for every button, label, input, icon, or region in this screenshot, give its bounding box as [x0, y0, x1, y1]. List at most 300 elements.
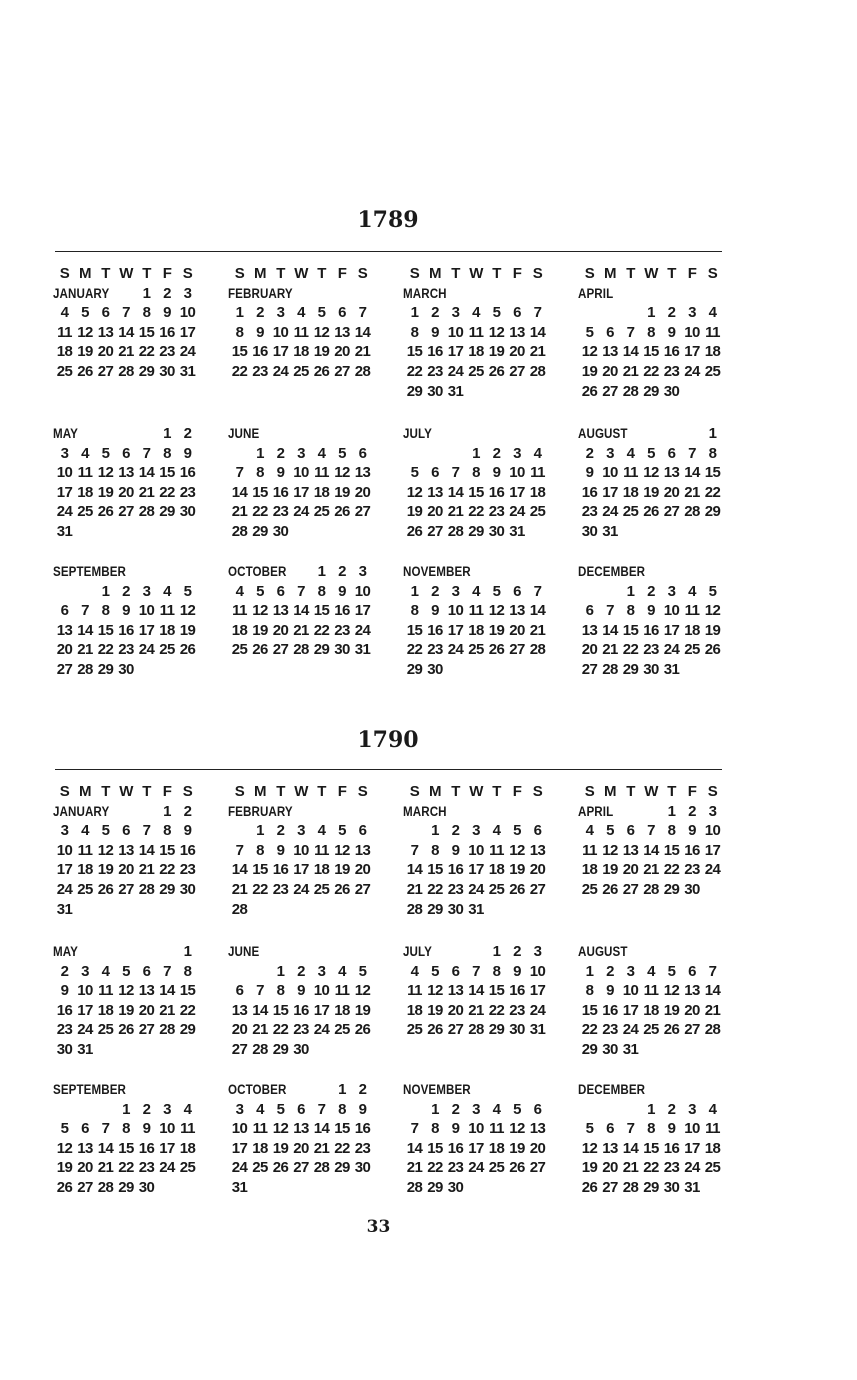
day-cell: 12	[581, 343, 598, 361]
day-cell: 17	[159, 1139, 175, 1157]
day-cell: 29	[643, 1179, 659, 1196]
day-cell: 3	[317, 962, 326, 980]
day-cell: 24	[138, 641, 155, 659]
day-cell: 15	[159, 841, 175, 859]
day-cell: 21	[118, 343, 134, 361]
day-cell: 26	[581, 382, 598, 400]
day-cell: 7	[142, 822, 151, 840]
day-cell: 7	[358, 304, 367, 322]
day-cell: 21	[231, 503, 248, 521]
weekday-header-label: F	[512, 265, 522, 282]
day-cell: 31	[77, 1041, 93, 1058]
weekday-header-label: M	[254, 265, 266, 282]
day-cell: 26	[77, 363, 93, 380]
day-cell: 17	[684, 1139, 700, 1157]
day-cell: 15	[159, 464, 175, 482]
day-cell: 12	[643, 464, 659, 482]
day-cell: 30	[581, 523, 598, 540]
day-cell: 3	[276, 304, 285, 322]
day-cell: 7	[472, 962, 480, 980]
day-cell: 28	[231, 523, 248, 540]
day-cell: 8	[431, 1120, 439, 1138]
weekday-header-label: S	[59, 783, 70, 800]
day-cell: 1	[410, 304, 419, 322]
day-cell: 5	[647, 444, 655, 462]
day-cell: 12	[334, 464, 350, 482]
weekday-header-label: W	[469, 265, 483, 282]
day-cell: 27	[272, 641, 289, 659]
month-name: SEPTEMBER	[53, 1082, 127, 1097]
day-cell: 20	[231, 1021, 248, 1039]
day-cell: 27	[118, 503, 134, 521]
day-cell: 8	[183, 962, 192, 980]
day-cell: 14	[252, 1001, 268, 1019]
day-cell: 14	[602, 621, 618, 639]
day-cell: 11	[468, 602, 484, 620]
day-cell: 8	[276, 982, 285, 1000]
day-cell: 10	[684, 323, 700, 341]
day-cell: 6	[513, 582, 521, 600]
day-cell: 6	[235, 982, 244, 1000]
weekday-header-label: T	[276, 265, 285, 282]
day-cell: 27	[581, 661, 598, 678]
weekday-header-label: S	[59, 265, 70, 282]
day-cell: 24	[509, 503, 525, 521]
day-cell: 20	[602, 363, 618, 380]
day-cell: 9	[688, 822, 696, 840]
day-cell: 5	[513, 822, 521, 840]
day-cell: 5	[410, 464, 419, 482]
day-cell: 16	[663, 1139, 680, 1157]
day-cell: 29	[643, 382, 659, 400]
day-cell: 21	[313, 1139, 330, 1157]
day-cell: 2	[492, 444, 501, 462]
day-cell: 15	[663, 841, 680, 859]
day-cell: 5	[101, 444, 110, 462]
day-cell: 16	[427, 621, 443, 639]
day-cell: 24	[447, 363, 464, 380]
day-cell: 3	[667, 582, 676, 600]
day-cell: 30	[663, 382, 680, 400]
day-cell: 27	[529, 1159, 546, 1177]
day-cell: 22	[468, 503, 484, 521]
day-cell: 8	[492, 962, 501, 980]
day-cell: 13	[427, 483, 443, 501]
day-cell: 6	[101, 304, 110, 322]
day-cell: 12	[509, 1120, 525, 1138]
month-march-1790	[405, 782, 557, 922]
day-cell: 26	[488, 363, 505, 380]
day-cell: 7	[297, 582, 305, 600]
day-cell: 4	[472, 304, 480, 322]
day-cell: 2	[606, 962, 614, 980]
day-cell: 18	[488, 861, 505, 879]
day-cell: 13	[138, 982, 155, 1000]
day-cell: 2	[358, 1081, 367, 1098]
day-cell: 24	[313, 1021, 330, 1039]
day-cell: 14	[97, 1139, 114, 1157]
day-cell: 15	[643, 1139, 659, 1157]
day-cell: 23	[427, 363, 443, 380]
day-cell: 2	[451, 1100, 460, 1118]
day-cell: 7	[410, 841, 419, 859]
day-cell: 9	[667, 1120, 676, 1138]
day-cell: 29	[622, 661, 639, 678]
weekday-header-label: T	[667, 783, 676, 800]
day-cell: 11	[582, 841, 597, 859]
day-cell: 21	[159, 1001, 175, 1019]
day-cell: 23	[447, 881, 464, 898]
day-cell: 30	[334, 641, 350, 659]
day-cell: 23	[179, 483, 196, 501]
divider-rule	[55, 769, 722, 770]
day-cell: 3	[142, 582, 151, 600]
day-cell: 1	[338, 1081, 346, 1098]
day-cell: 17	[56, 861, 73, 879]
day-cell: 4	[472, 582, 480, 600]
day-cell: 14	[622, 1139, 639, 1157]
day-cell: 16	[272, 483, 289, 501]
day-cell: 6	[533, 822, 542, 840]
day-cell: 11	[407, 982, 422, 1000]
day-cell: 21	[354, 343, 371, 361]
day-cell: 19	[488, 621, 505, 639]
day-cell: 10	[447, 323, 464, 341]
day-cell: 16	[159, 323, 175, 341]
day-cell: 12	[252, 602, 268, 620]
day-cell: 22	[704, 483, 721, 501]
day-cell: 6	[585, 602, 594, 620]
day-cell: 11	[180, 1120, 195, 1138]
day-cell: 1	[276, 962, 285, 980]
weekday-header-label: S	[357, 783, 368, 800]
weekday-header-label: W	[119, 265, 133, 282]
day-cell: 9	[297, 982, 305, 1000]
day-cell: 11	[57, 323, 72, 341]
day-cell: 23	[354, 1139, 371, 1157]
day-cell: 21	[447, 503, 464, 521]
day-cell: 2	[431, 582, 439, 600]
month-name: JANUARY	[53, 285, 110, 301]
day-cell: 20	[509, 343, 525, 361]
day-cell: 1	[122, 1100, 130, 1118]
weekday-header-label: M	[429, 265, 441, 282]
weekday-header-label: S	[182, 783, 193, 800]
day-cell: 26	[427, 1021, 443, 1039]
day-cell: 19	[77, 343, 93, 361]
day-cell: 3	[81, 962, 89, 980]
day-cell: 31	[179, 363, 196, 380]
day-cell: 28	[684, 503, 700, 521]
day-cell: 3	[358, 563, 367, 580]
day-cell: 4	[317, 822, 326, 840]
weekday-header-label: W	[644, 783, 658, 800]
day-cell: 18	[159, 621, 175, 639]
day-cell: 20	[77, 1159, 93, 1177]
day-cell: 26	[509, 881, 525, 898]
day-cell: 1	[183, 943, 192, 960]
day-cell: 16	[581, 483, 598, 501]
day-cell: 18	[468, 621, 484, 639]
day-cell: 9	[647, 602, 655, 620]
day-cell: 25	[179, 1159, 196, 1177]
day-cell: 14	[77, 621, 93, 639]
weekday-header-label: M	[604, 265, 616, 282]
day-cell: 26	[118, 1021, 134, 1039]
day-cell: 12	[334, 841, 350, 859]
day-cell: 16	[272, 861, 289, 879]
day-cell: 27	[602, 382, 618, 400]
month-name: MAY	[53, 944, 78, 959]
day-cell: 2	[688, 802, 696, 820]
day-cell: 4	[338, 962, 346, 980]
day-cell: 22	[643, 363, 659, 380]
day-cell: 22	[622, 641, 639, 659]
day-cell: 17	[684, 343, 700, 361]
day-cell: 25	[488, 881, 505, 898]
day-cell: 10	[231, 1120, 248, 1138]
day-cell: 7	[647, 822, 655, 840]
day-cell: 9	[256, 323, 264, 341]
day-cell: 27	[663, 503, 680, 521]
day-cell: 12	[77, 323, 93, 341]
month-december-1789	[580, 562, 732, 702]
day-cell: 4	[256, 1100, 264, 1118]
day-cell: 14	[704, 982, 721, 1000]
day-cell: 18	[334, 1001, 350, 1019]
day-cell: 7	[708, 962, 717, 980]
day-cell: 17	[447, 343, 464, 361]
day-cell: 22	[97, 641, 114, 659]
day-cell: 25	[97, 1021, 114, 1039]
day-cell: 24	[354, 621, 371, 639]
day-cell: 22	[138, 343, 155, 361]
month-name: OCTOBER	[228, 1082, 287, 1097]
day-cell: 30	[118, 661, 134, 678]
month-july-1789	[405, 424, 557, 564]
weekday-header-label: T	[142, 265, 151, 282]
weekday-header-label: M	[429, 783, 441, 800]
day-cell: 7	[317, 1100, 326, 1118]
day-cell: 12	[488, 323, 505, 341]
day-cell: 20	[509, 621, 525, 639]
day-cell: 29	[97, 661, 114, 678]
weekday-header-label: M	[604, 783, 616, 800]
day-cell: 4	[492, 1100, 501, 1118]
day-cell: 29	[427, 900, 443, 918]
weekday-header-label: T	[667, 265, 676, 282]
day-cell: 10	[179, 304, 196, 322]
day-cell: 13	[118, 464, 134, 482]
day-cell: 20	[354, 483, 371, 501]
day-cell: 29	[663, 881, 680, 898]
day-cell: 13	[602, 343, 618, 361]
day-cell: 21	[77, 641, 93, 659]
day-cell: 22	[272, 1021, 289, 1039]
month-name: MARCH	[403, 803, 447, 819]
day-cell: 20	[138, 1001, 155, 1019]
day-cell: 12	[56, 1139, 73, 1157]
day-cell: 19	[643, 483, 659, 501]
day-cell: 7	[533, 304, 542, 322]
day-cell: 12	[97, 464, 114, 482]
day-cell: 28	[77, 661, 93, 678]
day-cell: 1	[431, 822, 439, 840]
day-cell: 12	[118, 982, 134, 1000]
day-cell: 25	[468, 363, 484, 380]
day-cell: 11	[468, 323, 484, 341]
day-cell: 20	[118, 483, 134, 501]
month-june-1789	[230, 424, 382, 564]
weekday-header-label: S	[409, 265, 420, 282]
day-cell: 11	[314, 464, 329, 482]
day-cell: 30	[427, 382, 443, 400]
day-cell: 11	[489, 841, 504, 859]
day-cell: 30	[663, 1179, 680, 1196]
day-cell: 2	[513, 943, 521, 960]
day-cell: 13	[77, 1139, 93, 1157]
day-cell: 10	[684, 1120, 700, 1138]
day-cell: 7	[626, 1120, 635, 1138]
day-cell: 2	[667, 1100, 676, 1118]
month-february-1790	[230, 782, 382, 922]
day-cell: 9	[142, 1120, 151, 1138]
day-cell: 17	[354, 602, 371, 620]
day-cell: 5	[606, 822, 614, 840]
day-cell: 9	[338, 582, 346, 600]
day-cell: 17	[602, 483, 618, 501]
day-cell: 28	[622, 1179, 639, 1196]
weekday-header-label: W	[644, 265, 658, 282]
day-cell: 4	[492, 822, 501, 840]
day-cell: 30	[179, 881, 196, 898]
day-cell: 29	[334, 1159, 350, 1177]
weekday-header-label: F	[337, 265, 347, 282]
day-cell: 7	[142, 444, 151, 462]
day-cell: 2	[667, 304, 676, 322]
day-cell: 17	[56, 483, 73, 501]
day-cell: 9	[358, 1100, 367, 1118]
day-cell: 18	[56, 343, 73, 361]
day-cell: 8	[122, 1120, 130, 1138]
day-cell: 7	[256, 982, 264, 1000]
day-cell: 9	[183, 444, 192, 462]
day-cell: 20	[272, 621, 289, 639]
day-cell: 8	[410, 323, 419, 341]
day-cell: 19	[406, 503, 423, 521]
month-name: SEPTEMBER	[53, 564, 127, 579]
day-cell: 2	[122, 582, 130, 600]
weekday-header-label: S	[409, 783, 420, 800]
day-cell: 15	[427, 861, 443, 879]
day-cell: 10	[602, 464, 618, 482]
day-cell: 5	[183, 582, 192, 600]
day-cell: 27	[334, 363, 350, 380]
day-cell: 22	[231, 363, 248, 380]
day-cell: 10	[622, 982, 639, 1000]
day-cell: 19	[581, 1159, 598, 1177]
day-cell: 13	[56, 621, 73, 639]
day-cell: 8	[317, 582, 326, 600]
weekday-header-label: T	[142, 783, 151, 800]
divider-rule	[55, 251, 722, 252]
day-cell: 9	[276, 464, 285, 482]
day-cell: 27	[77, 1179, 93, 1196]
day-cell: 16	[488, 483, 505, 501]
day-cell: 14	[529, 602, 546, 620]
day-cell: 25	[622, 503, 639, 521]
weekday-header-label: T	[451, 783, 460, 800]
day-cell: 19	[56, 1159, 73, 1177]
day-cell: 23	[488, 503, 505, 521]
day-cell: 17	[704, 841, 721, 859]
day-cell: 3	[626, 962, 635, 980]
day-cell: 11	[643, 982, 659, 1000]
day-cell: 23	[334, 621, 350, 639]
day-cell: 6	[276, 582, 285, 600]
day-cell: 11	[334, 982, 350, 1000]
day-cell: 21	[97, 1159, 114, 1177]
day-cell: 4	[688, 582, 696, 600]
day-cell: 31	[56, 900, 73, 918]
day-cell: 6	[626, 822, 635, 840]
day-cell: 3	[708, 802, 717, 820]
day-cell: 1	[317, 563, 326, 580]
day-cell: 10	[447, 602, 464, 620]
month-name: AUGUST	[578, 426, 628, 441]
day-cell: 8	[256, 464, 264, 482]
day-cell: 31	[684, 1179, 700, 1196]
day-cell: 18	[643, 1001, 659, 1019]
day-cell: 27	[354, 503, 371, 521]
day-cell: 6	[297, 1100, 305, 1118]
day-cell: 24	[684, 1159, 700, 1177]
day-cell: 5	[492, 582, 501, 600]
day-cell: 9	[122, 602, 130, 620]
day-cell: 18	[488, 1139, 505, 1157]
day-cell: 12	[427, 982, 443, 1000]
day-cell: 14	[231, 483, 248, 501]
day-cell: 19	[509, 1139, 525, 1157]
day-cell: 23	[56, 1021, 73, 1039]
day-cell: 1	[585, 962, 594, 980]
day-cell: 1	[708, 425, 717, 442]
day-cell: 3	[533, 943, 542, 960]
day-cell: 9	[492, 464, 501, 482]
day-cell: 13	[663, 464, 680, 482]
day-cell: 26	[179, 641, 196, 659]
day-cell: 24	[77, 1021, 93, 1039]
day-cell: 25	[313, 881, 330, 898]
day-cell: 1	[647, 1100, 655, 1118]
day-cell: 13	[334, 323, 350, 341]
month-may-1790	[55, 942, 207, 1082]
day-cell: 17	[468, 1139, 484, 1157]
day-cell: 16	[447, 1139, 464, 1157]
day-cell: 28	[622, 382, 639, 400]
day-cell: 25	[231, 641, 248, 659]
weekday-header-label: S	[357, 265, 368, 282]
day-cell: 18	[231, 621, 248, 639]
day-cell: 15	[488, 982, 505, 1000]
day-cell: 18	[622, 483, 639, 501]
day-cell: 8	[235, 323, 244, 341]
day-cell: 4	[297, 304, 305, 322]
day-cell: 15	[622, 621, 639, 639]
weekday-header-label: S	[234, 783, 245, 800]
weekday-header-label: S	[707, 783, 718, 800]
day-cell: 24	[293, 881, 309, 898]
